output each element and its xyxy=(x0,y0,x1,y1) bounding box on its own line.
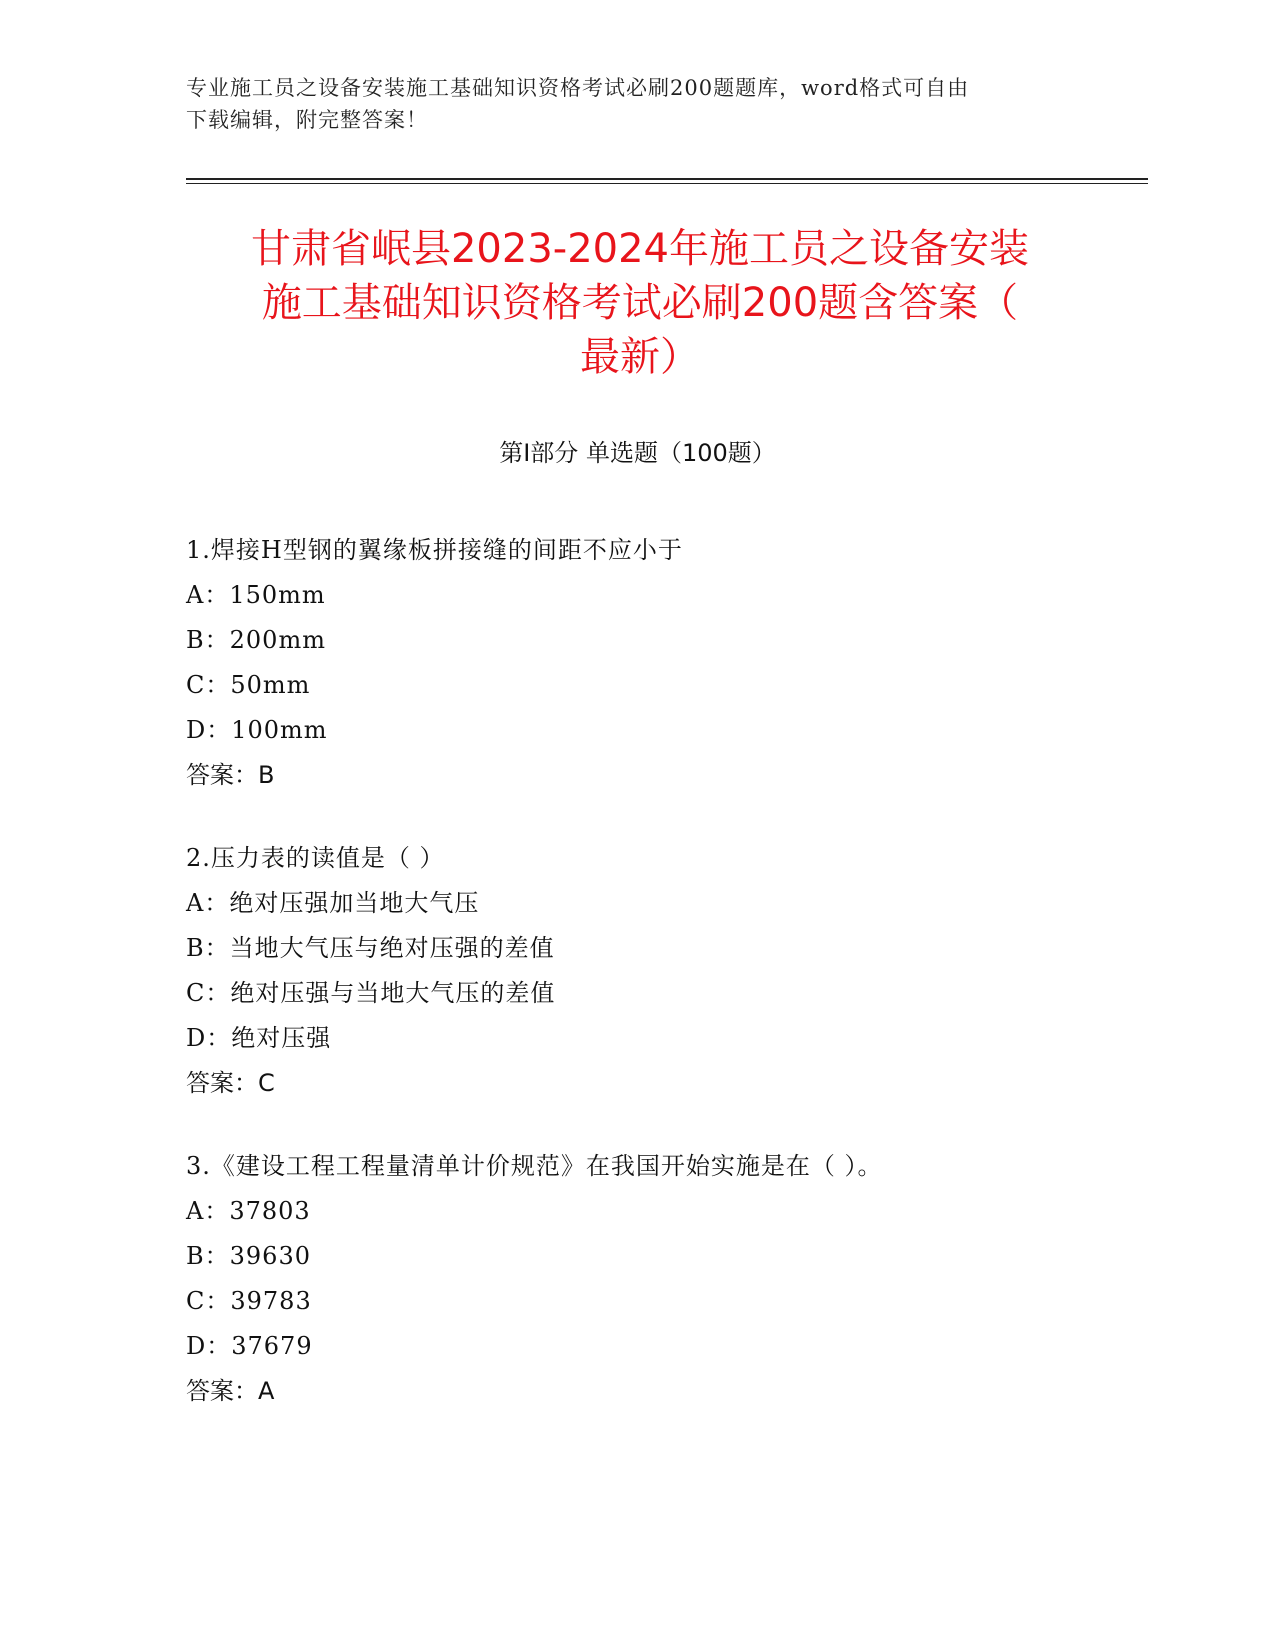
header-note-line-1: 专业施工员之设备安装施工基础知识资格考试必刷200题题库，word格式可自由 xyxy=(186,76,970,100)
document-title-line-1: 甘肃省岷县2023-2024年施工员之设备安装 xyxy=(250,226,1030,272)
answer: 答案：A xyxy=(186,1377,275,1405)
question-3 xyxy=(186,1144,1146,1414)
document-title-line-3: 最新） xyxy=(580,334,700,380)
option-c: C：绝对压强与当地大气压的差值 xyxy=(186,979,556,1007)
document-title-line-2: 施工基础知识资格考试必刷200题含答案（ xyxy=(261,280,1019,326)
answer: 答案：C xyxy=(186,1069,275,1097)
question-stem: 3.《建设工程工程量清单计价规范》在我国开始实施是在（ ）。 xyxy=(186,1152,883,1180)
option-d: D：绝对压强 xyxy=(186,1024,332,1052)
question-2 xyxy=(186,836,1146,1106)
question-stem: 2.压力表的读值是（ ） xyxy=(186,844,445,872)
document-title xyxy=(190,222,1090,384)
option-b: B：当地大气压与绝对压强的差值 xyxy=(186,934,555,962)
header-note-line-2: 下载编辑，附完整答案！ xyxy=(186,108,428,132)
header-divider-thin xyxy=(186,183,1148,184)
option-c: C：39783 xyxy=(186,1287,312,1315)
question-list xyxy=(186,528,1146,1452)
question-1 xyxy=(186,528,1146,798)
option-a: A：37803 xyxy=(186,1197,311,1225)
answer: 答案：B xyxy=(186,761,275,789)
question-stem: 1.焊接H型钢的翼缘板拼接缝的间距不应小于 xyxy=(186,536,683,564)
header-note xyxy=(186,72,1086,136)
option-b: B：39630 xyxy=(186,1242,311,1270)
option-b: B：200mm xyxy=(186,626,326,654)
option-a: A：绝对压强加当地大气压 xyxy=(186,889,480,917)
option-d: D：37679 xyxy=(186,1332,313,1360)
option-a: A：150mm xyxy=(186,581,326,609)
option-d: D：100mm xyxy=(186,716,328,744)
section-title: 第Ⅰ部分 单选题（100题） xyxy=(499,439,776,467)
header-divider-thick xyxy=(186,178,1148,180)
option-c: C：50mm xyxy=(186,671,311,699)
